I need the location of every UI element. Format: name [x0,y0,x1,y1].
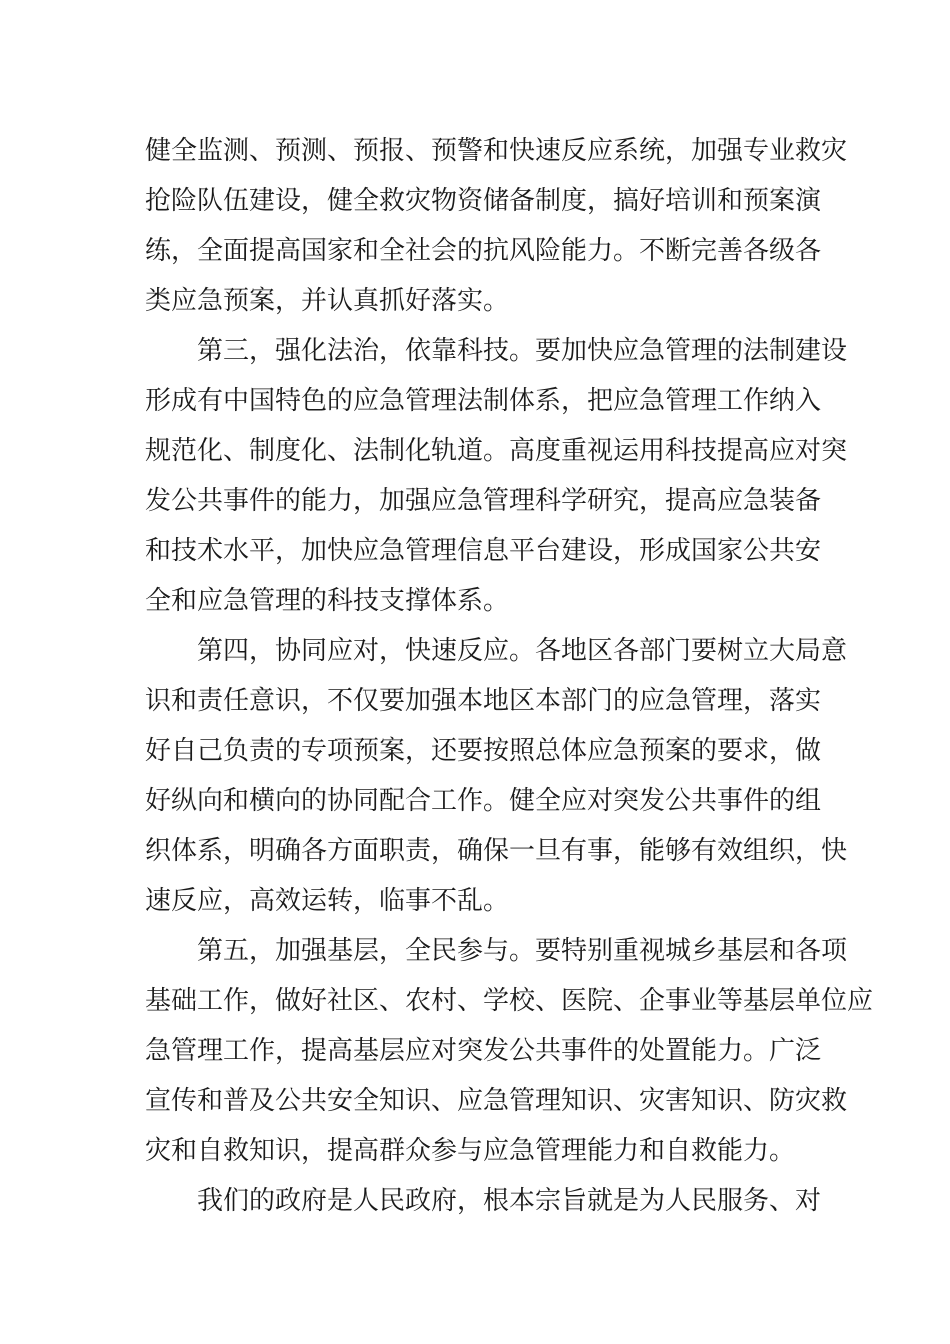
document-body [145,126,874,1226]
text-line: 形成有中国特色的应急管理法制体系，把应急管理工作纳入 [145,386,822,416]
text-line: 第四，协同应对，快速反应。各地区各部门要树立大局意 [197,636,848,666]
text-line: 宣传和普及公共安全知识、应急管理知识、灾害知识、防灾救 [145,1086,848,1116]
text-line: 规范化、制度化、法制化轨道。高度重视运用科技提高应对突 [145,436,848,466]
paragraph [145,1176,822,1226]
text-line: 类应急预案，并认真抓好落实。 [145,286,510,316]
text-line: 发公共事件的能力，加强应急管理科学研究，提高应急装备 [145,486,822,516]
text-line: 灾和自救知识，提高群众参与应急管理能力和自救能力。 [145,1136,796,1166]
text-line: 基础工作，做好社区、农村、学校、医院、企事业等基层单位应 [145,986,874,1016]
text-line: 织体系，明确各方面职责，确保一旦有事，能够有效组织，快 [145,836,848,866]
text-line: 练，全面提高国家和全社会的抗风险能力。不断完善各级各 [145,236,822,266]
text-line: 我们的政府是人民政府，根本宗旨就是为人民服务、对 [197,1186,822,1216]
paragraph [145,926,874,1176]
text-line: 全和应急管理的科技支撑体系。 [145,586,510,616]
paragraph [145,326,848,626]
paragraph [145,626,848,926]
paragraph [145,126,848,326]
text-line: 好纵向和横向的协同配合工作。健全应对突发公共事件的组 [145,786,822,816]
text-line: 第三，强化法治，依靠科技。要加快应急管理的法制建设 [197,336,848,366]
text-line: 识和责任意识，不仅要加强本地区本部门的应急管理，落实 [145,686,822,716]
text-line: 好自己负责的专项预案，还要按照总体应急预案的要求，做 [145,736,822,766]
text-line: 急管理工作，提高基层应对突发公共事件的处置能力。广泛 [145,1036,822,1066]
text-line: 速反应，高效运转，临事不乱。 [145,886,510,916]
text-line: 和技术水平，加快应急管理信息平台建设，形成国家公共安 [145,536,822,566]
text-line: 第五，加强基层，全民参与。要特别重视城乡基层和各项 [197,936,848,966]
text-line: 健全监测、预测、预报、预警和快速反应系统，加强专业救灾 [145,136,848,166]
text-line: 抢险队伍建设，健全救灾物资储备制度，搞好培训和预案演 [145,186,822,216]
